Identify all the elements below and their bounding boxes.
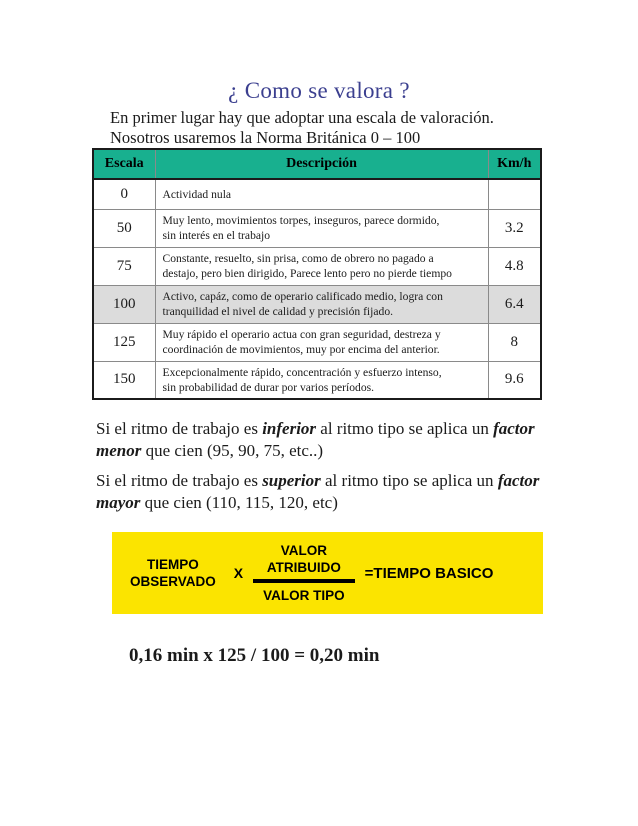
- desc-line-1: Muy rápido el operario actua con gran seguridad, destreza y: [162, 328, 441, 341]
- desc-line-1: Muy lento, movimientos torpes, inseguros, parece dormido,: [162, 214, 440, 227]
- formula-box: [112, 532, 543, 614]
- desc-line-1: Excepcionalmente rápido, concentración y esfuerzo intenso,: [162, 365, 442, 379]
- table-header-row: [93, 149, 541, 179]
- para2-seg2: al ritmo tipo se aplica un: [320, 471, 498, 490]
- intro-line-1: En primer lugar hay que adoptar una escala de valoración.: [110, 108, 494, 127]
- para2-em2: factor mayor: [96, 471, 540, 512]
- desc-line-2: sin probabilidad de durar por varios períodos.: [162, 380, 375, 394]
- desc-line-2: coordinación de movimientos, muy por encima del anterior.: [162, 343, 440, 356]
- desc-line-1: Actividad nula: [162, 187, 232, 201]
- cell-kmh: 3.2: [488, 209, 541, 247]
- formula-numerator-line-1: VALOR: [280, 543, 327, 558]
- column-header-escala: Escala: [93, 149, 155, 179]
- desc-line-1: Activo, capáz, como de operario calificado medio, logra con: [162, 290, 443, 303]
- table-row: [93, 361, 541, 399]
- cell-descripcion: [155, 323, 488, 361]
- para1-seg3: que cien (95, 90, 75, etc..): [141, 441, 324, 460]
- cell-kmh: 8: [488, 323, 541, 361]
- cell-escala: 125: [93, 323, 155, 361]
- cell-escala: 150: [93, 361, 155, 399]
- table-body: [93, 179, 541, 399]
- formula-result: =TIEMPO BASICO: [364, 564, 494, 582]
- para1-em2: factor menor: [96, 419, 535, 460]
- cell-descripcion: [155, 247, 488, 285]
- para2-seg3: que cien (110, 115, 120, etc): [140, 493, 338, 512]
- desc-line-1: Constante, resuelto, sin prisa, como de obrero no pagado a: [162, 252, 434, 265]
- formula-fraction: [253, 542, 355, 604]
- column-header-descripcion: Descripción: [155, 149, 488, 179]
- page-title: ¿ Como se valora ?: [228, 78, 410, 103]
- table-row: [93, 247, 541, 285]
- cell-descripcion: [155, 361, 488, 399]
- cell-kmh: 4.8: [488, 247, 541, 285]
- cell-escala: 0: [93, 179, 155, 209]
- rating-scale-table: [92, 148, 542, 400]
- table-row-highlighted: [93, 285, 541, 323]
- table-header: [93, 149, 541, 179]
- desc-line-2: sin interés en el trabajo: [162, 229, 271, 242]
- cell-kmh: 9.6: [488, 361, 541, 399]
- formula-term-line-2: OBSERVADO: [130, 574, 216, 589]
- example-calculation: 0,16 min x 125 / 100 = 0,20 min: [129, 645, 380, 666]
- cell-escala: 100: [93, 285, 155, 323]
- para2-em1: superior: [262, 471, 321, 490]
- cell-escala: 75: [93, 247, 155, 285]
- desc-line-2: tranquilidad el nivel de calidad y precisión fijado.: [162, 305, 394, 318]
- para1-em1: inferior: [262, 419, 317, 438]
- formula-denominator: VALOR TIPO: [263, 588, 345, 603]
- column-header-kmh: Km/h: [488, 149, 541, 179]
- desc-line-2: destajo, pero bien dirigido, Parece lento pero no pierde tiempo: [162, 267, 452, 280]
- table-row: [93, 179, 541, 209]
- intro-line-2: Nosotros usaremos la Norma Británica 0 – 100: [110, 128, 421, 147]
- formula-observed-time: [112, 556, 216, 590]
- paragraph-superior: [96, 470, 576, 514]
- para1-seg1: Si el ritmo de trabajo es: [96, 419, 263, 438]
- cell-descripcion: [155, 209, 488, 247]
- formula-numerator-line-2: ATRIBUIDO: [266, 560, 341, 575]
- fraction-bar-icon: [253, 579, 355, 583]
- paragraph-inferior: [96, 418, 576, 462]
- para2-seg1: Si el ritmo de trabajo es: [96, 471, 263, 490]
- cell-kmh: 6.4: [488, 285, 541, 323]
- cell-descripcion: [155, 285, 488, 323]
- cell-escala: 50: [93, 209, 155, 247]
- table-row: [93, 323, 541, 361]
- formula-numerator: [253, 542, 355, 578]
- formula-multiply-symbol: X: [233, 565, 244, 581]
- para1-seg2: al ritmo tipo se aplica un: [316, 419, 494, 438]
- cell-descripcion: [155, 179, 488, 209]
- intro-paragraph: [110, 108, 580, 148]
- table-row: [93, 209, 541, 247]
- cell-kmh: [488, 179, 541, 209]
- formula-term-line-1: TIEMPO: [147, 557, 199, 572]
